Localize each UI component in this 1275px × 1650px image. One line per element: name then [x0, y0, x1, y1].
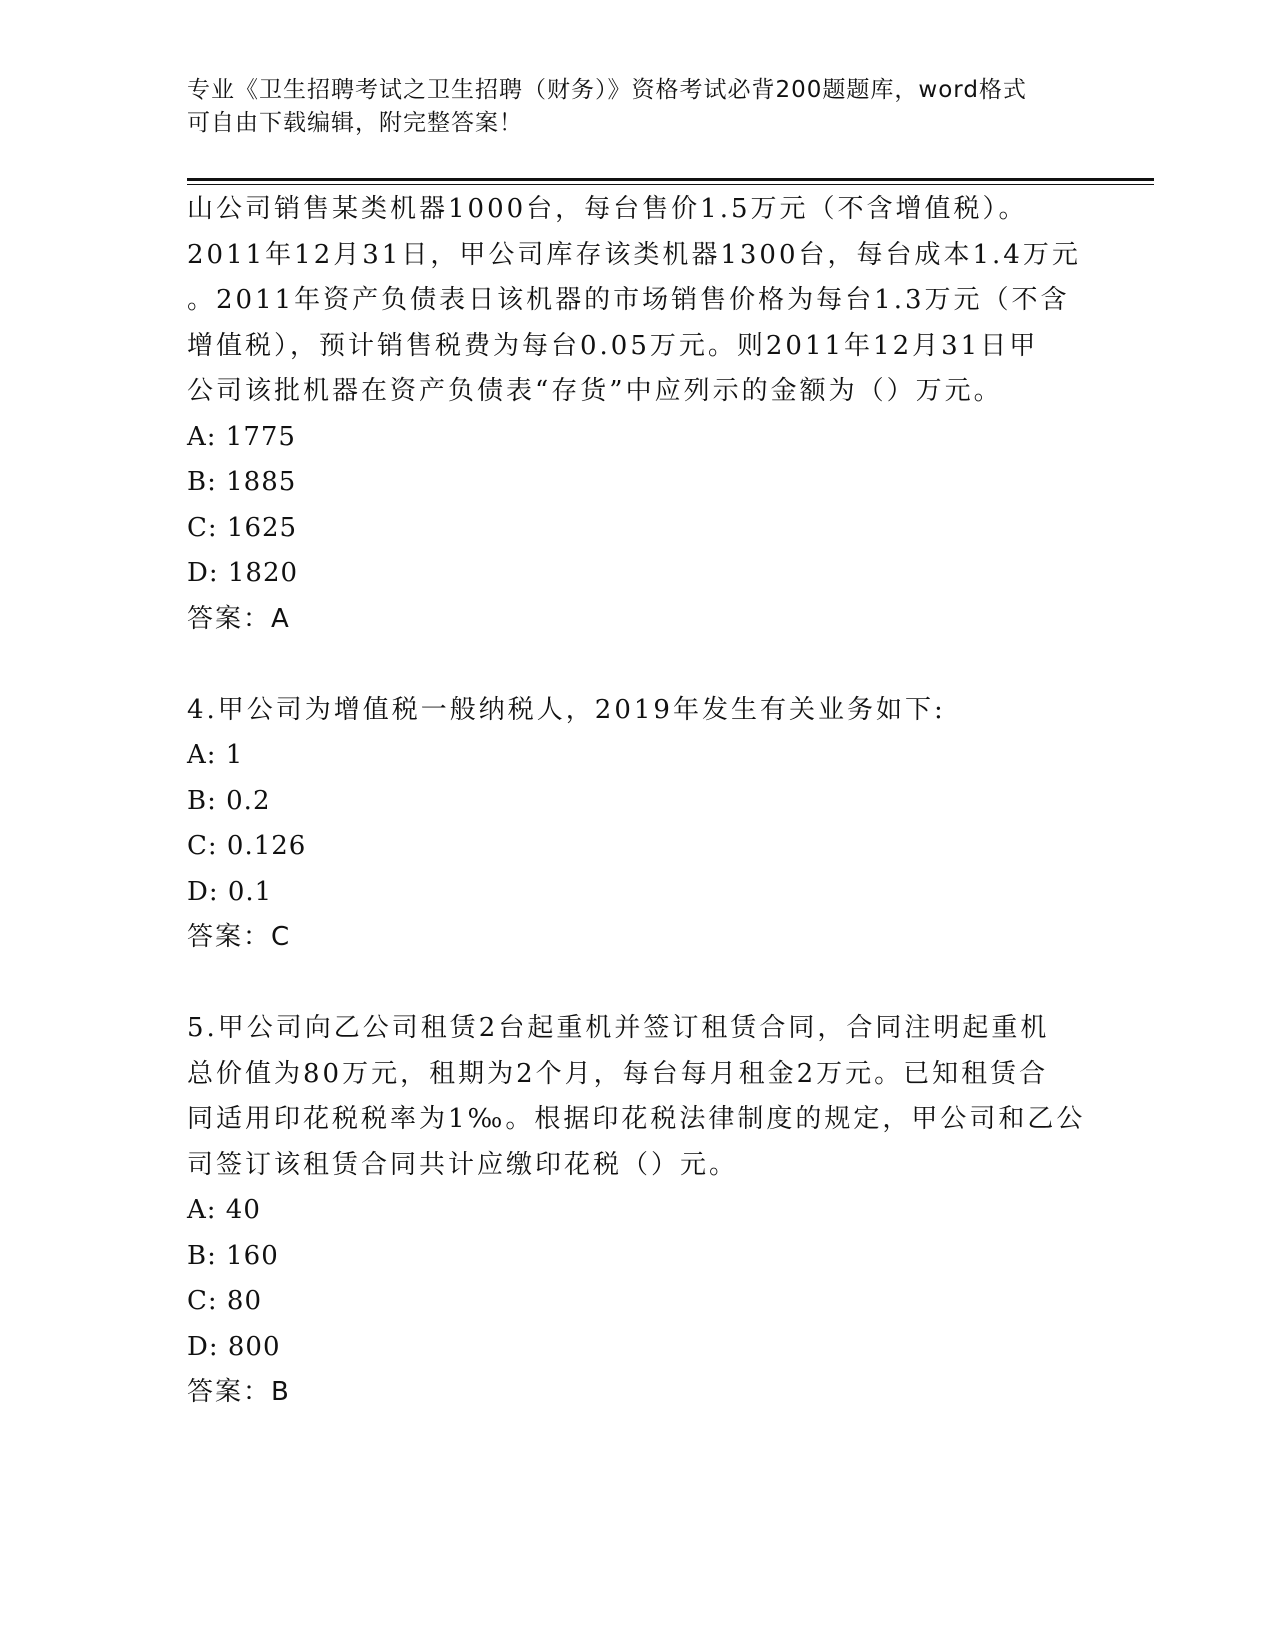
question-5-text-line-1: 5.甲公司向乙公司租赁2台起重机并签订租赁合同，合同注明起重机: [187, 1013, 1050, 1043]
question-5-option-c: C: 80: [187, 1286, 263, 1316]
question-4-answer: 答案：C: [187, 922, 292, 952]
question-3-text-line-2: 2011年12月31日，甲公司库存该类机器1300台，每台成本1.4万元: [187, 239, 1081, 270]
header-rule-thick: [187, 178, 1154, 181]
question-3-option-a: A: 1775: [187, 421, 296, 452]
question-5-text-line-4: 司签订该租赁合同共计应缴印花税（）元。: [187, 1149, 739, 1180]
question-4-option-b: B: 0.2: [187, 785, 271, 816]
question-list: [187, 187, 1087, 1416]
question-3-answer: 答案：A: [187, 603, 291, 634]
question-3-option-d: D: 1820: [187, 558, 299, 588]
question-3: [187, 187, 1087, 642]
question-4-option-d: D: 0.1: [187, 876, 273, 907]
question-3-option-c: C: 1625: [187, 512, 298, 543]
question-3-text-line-3: 。2011年资产负债表日该机器的市场销售价格为每台1.3万元（不含: [187, 285, 1070, 315]
question-spacer: [187, 642, 1087, 688]
question-5-option-d: D: 800: [187, 1331, 281, 1362]
header-title-line-2: 可自由下载编辑，附完整答案！: [187, 110, 523, 136]
question-4-option-c: C: 0.126: [187, 831, 307, 861]
question-5-option-b: B: 160: [187, 1240, 279, 1271]
header-rule-thin: [187, 184, 1154, 185]
document-header: [187, 74, 1067, 140]
question-5-text-line-2: 总价值为80万元，租期为2个月，每台每月租金2万元。已知租赁合: [187, 1058, 1049, 1089]
question-3-text-line-1: 山公司销售某类机器1000台，每台售价1.5万元（不含增值税）。: [187, 194, 1028, 224]
question-5-text-line-3: 同适用印花税税率为1‰。根据印花税法律制度的规定，甲公司和乙公: [187, 1104, 1086, 1134]
question-4: [187, 688, 1087, 961]
question-spacer: [187, 961, 1087, 1007]
question-5-option-a: A: 40: [187, 1195, 261, 1225]
question-3-text-line-5: 公司该批机器在资产负债表“存货”中应列示的金额为（）万元。: [187, 376, 1003, 406]
question-3-option-b: B: 1885: [187, 467, 297, 497]
question-5-answer: 答案：B: [187, 1377, 291, 1407]
header-title-line-1: 专业《卫生招聘考试之卫生招聘（财务）》资格考试必背200题题库，word格式: [187, 77, 1027, 103]
question-3-text-line-4: 增值税），预计销售税费为每台0.05万元。则2011年12月31日甲: [187, 330, 1039, 361]
question-4-option-a: A: 1: [187, 740, 244, 770]
question-4-text-line-1: 4.甲公司为增值税一般纳税人，2019年发生有关业务如下:: [187, 694, 946, 725]
question-5: [187, 1006, 1087, 1416]
